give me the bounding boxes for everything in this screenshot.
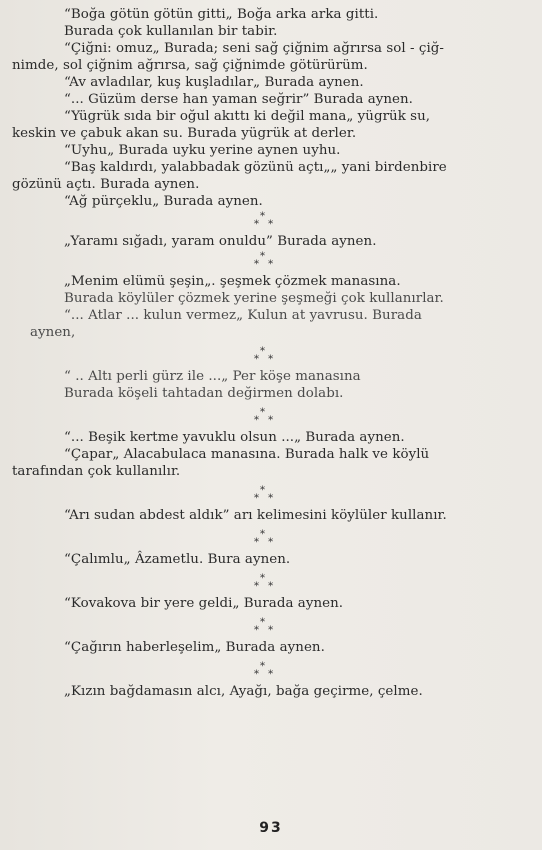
- separator-stars: * *: [254, 219, 277, 230]
- separator-stars: * *: [254, 415, 277, 426]
- entry-block-4: [12, 368, 520, 402]
- text-line: Burada köşeli tahtadan değirmen dolabı.: [64, 386, 344, 401]
- section-separator: [12, 663, 520, 679]
- section-separator: [12, 619, 520, 635]
- separator-star: *: [260, 211, 265, 222]
- text-line: “... Güzüm derse han yaman seğrir” Burada aynen.: [64, 92, 413, 107]
- separator-star: *: [260, 573, 265, 584]
- separator-stars: * *: [254, 581, 277, 592]
- text-line: gözünü açtı. Burada aynen.: [12, 177, 200, 192]
- separator-star: *: [260, 529, 265, 540]
- text-line: “Arı sudan abdest aldık” arı kelimesini köylüler kullanır.: [64, 508, 447, 523]
- text-line: “... Beşik kertme yavuklu olsun ...„ Burada aynen.: [64, 430, 405, 445]
- separator-stars: * *: [254, 493, 277, 504]
- section-separator: [12, 253, 520, 269]
- separator-star: *: [260, 407, 265, 418]
- text-line: „Menim elümü şeşin„. şeşmek çözmek manasına.: [64, 274, 401, 289]
- section-separator: [12, 409, 520, 425]
- section-separator: [12, 575, 520, 591]
- text-line: keskin ve çabuk akan su. Burada yügrük at derler.: [12, 126, 357, 141]
- text-line: “Uyhu„ Burada uyku yerine aynen uyhu.: [64, 143, 341, 158]
- separator-stars: * *: [254, 537, 277, 548]
- text-line: Burada çok kullanılan bir tabir.: [64, 24, 278, 39]
- text-line: “Boğa götün götün gitti„ Boğa arka arka gitti.: [64, 7, 379, 22]
- text-line: “ .. Altı perli gürz ile ...„ Per köşe manasına: [64, 369, 361, 384]
- text-line: “Baş kaldırdı, yalabbadak gözünü açtı„„ yani birdenbire: [64, 160, 447, 175]
- text-line: “Ağ pürçeklu„ Burada aynen.: [64, 194, 263, 209]
- text-line: “Çağırın haberleşelim„ Burada aynen.: [64, 640, 325, 655]
- separator-stars: * *: [254, 625, 277, 636]
- entry-block-5: [12, 429, 520, 480]
- text-line: “... Atlar ... kulun vermez„ Kulun at yavrusu. Burada: [64, 308, 422, 323]
- text-line: aynen,: [30, 325, 76, 340]
- text-line: tarafından çok kullanılır.: [12, 464, 181, 479]
- text-line: “Çalımlu„ Âzametlu. Bura aynen.: [64, 552, 291, 567]
- text-line: Burada köylüler çözmek yerine şeşmeği çok kullanırlar.: [64, 291, 444, 306]
- separator-stars: * *: [254, 354, 277, 365]
- text-line: “Çapar„ Alacabulaca manasına. Burada halk ve köylü: [64, 447, 430, 462]
- page-number: 93: [259, 820, 283, 836]
- separator-star: *: [260, 485, 265, 496]
- separator-star: *: [260, 251, 265, 262]
- separator-star: *: [260, 661, 265, 672]
- text-line: “Yügrük sıda bir oğul akıttı ki değil mana„ yügrük su,: [64, 109, 431, 124]
- section-separator: [12, 348, 520, 364]
- section-separator: [12, 531, 520, 547]
- text-line: nimde, sol çiğnim ağrırsa, sağ çiğnimde götürürüm.: [12, 58, 368, 73]
- section-separator: [12, 487, 520, 503]
- entry-block-1: [12, 6, 520, 210]
- separator-stars: * *: [254, 669, 277, 680]
- separator-star: *: [260, 346, 265, 357]
- text-line: „Yaramı sığadı, yaram onuldu” Burada aynen.: [64, 234, 377, 249]
- text-line: “Kovakova bir yere geldi„ Burada aynen.: [64, 596, 344, 611]
- text-line: “Çiğni: omuz„ Burada; seni sağ çiğnim ağrırsa sol - çiğ-: [64, 41, 444, 56]
- entry-block-3: [12, 273, 520, 341]
- section-separator: [12, 213, 520, 229]
- separator-stars: * *: [254, 259, 277, 270]
- separator-star: *: [260, 617, 265, 628]
- text-line: “Av avladılar, kuş kuşladılar„ Burada aynen.: [64, 75, 364, 90]
- text-line: „Kızın bağdamasın alcı, Ayağı, bağa geçirme, çelme.: [64, 684, 423, 699]
